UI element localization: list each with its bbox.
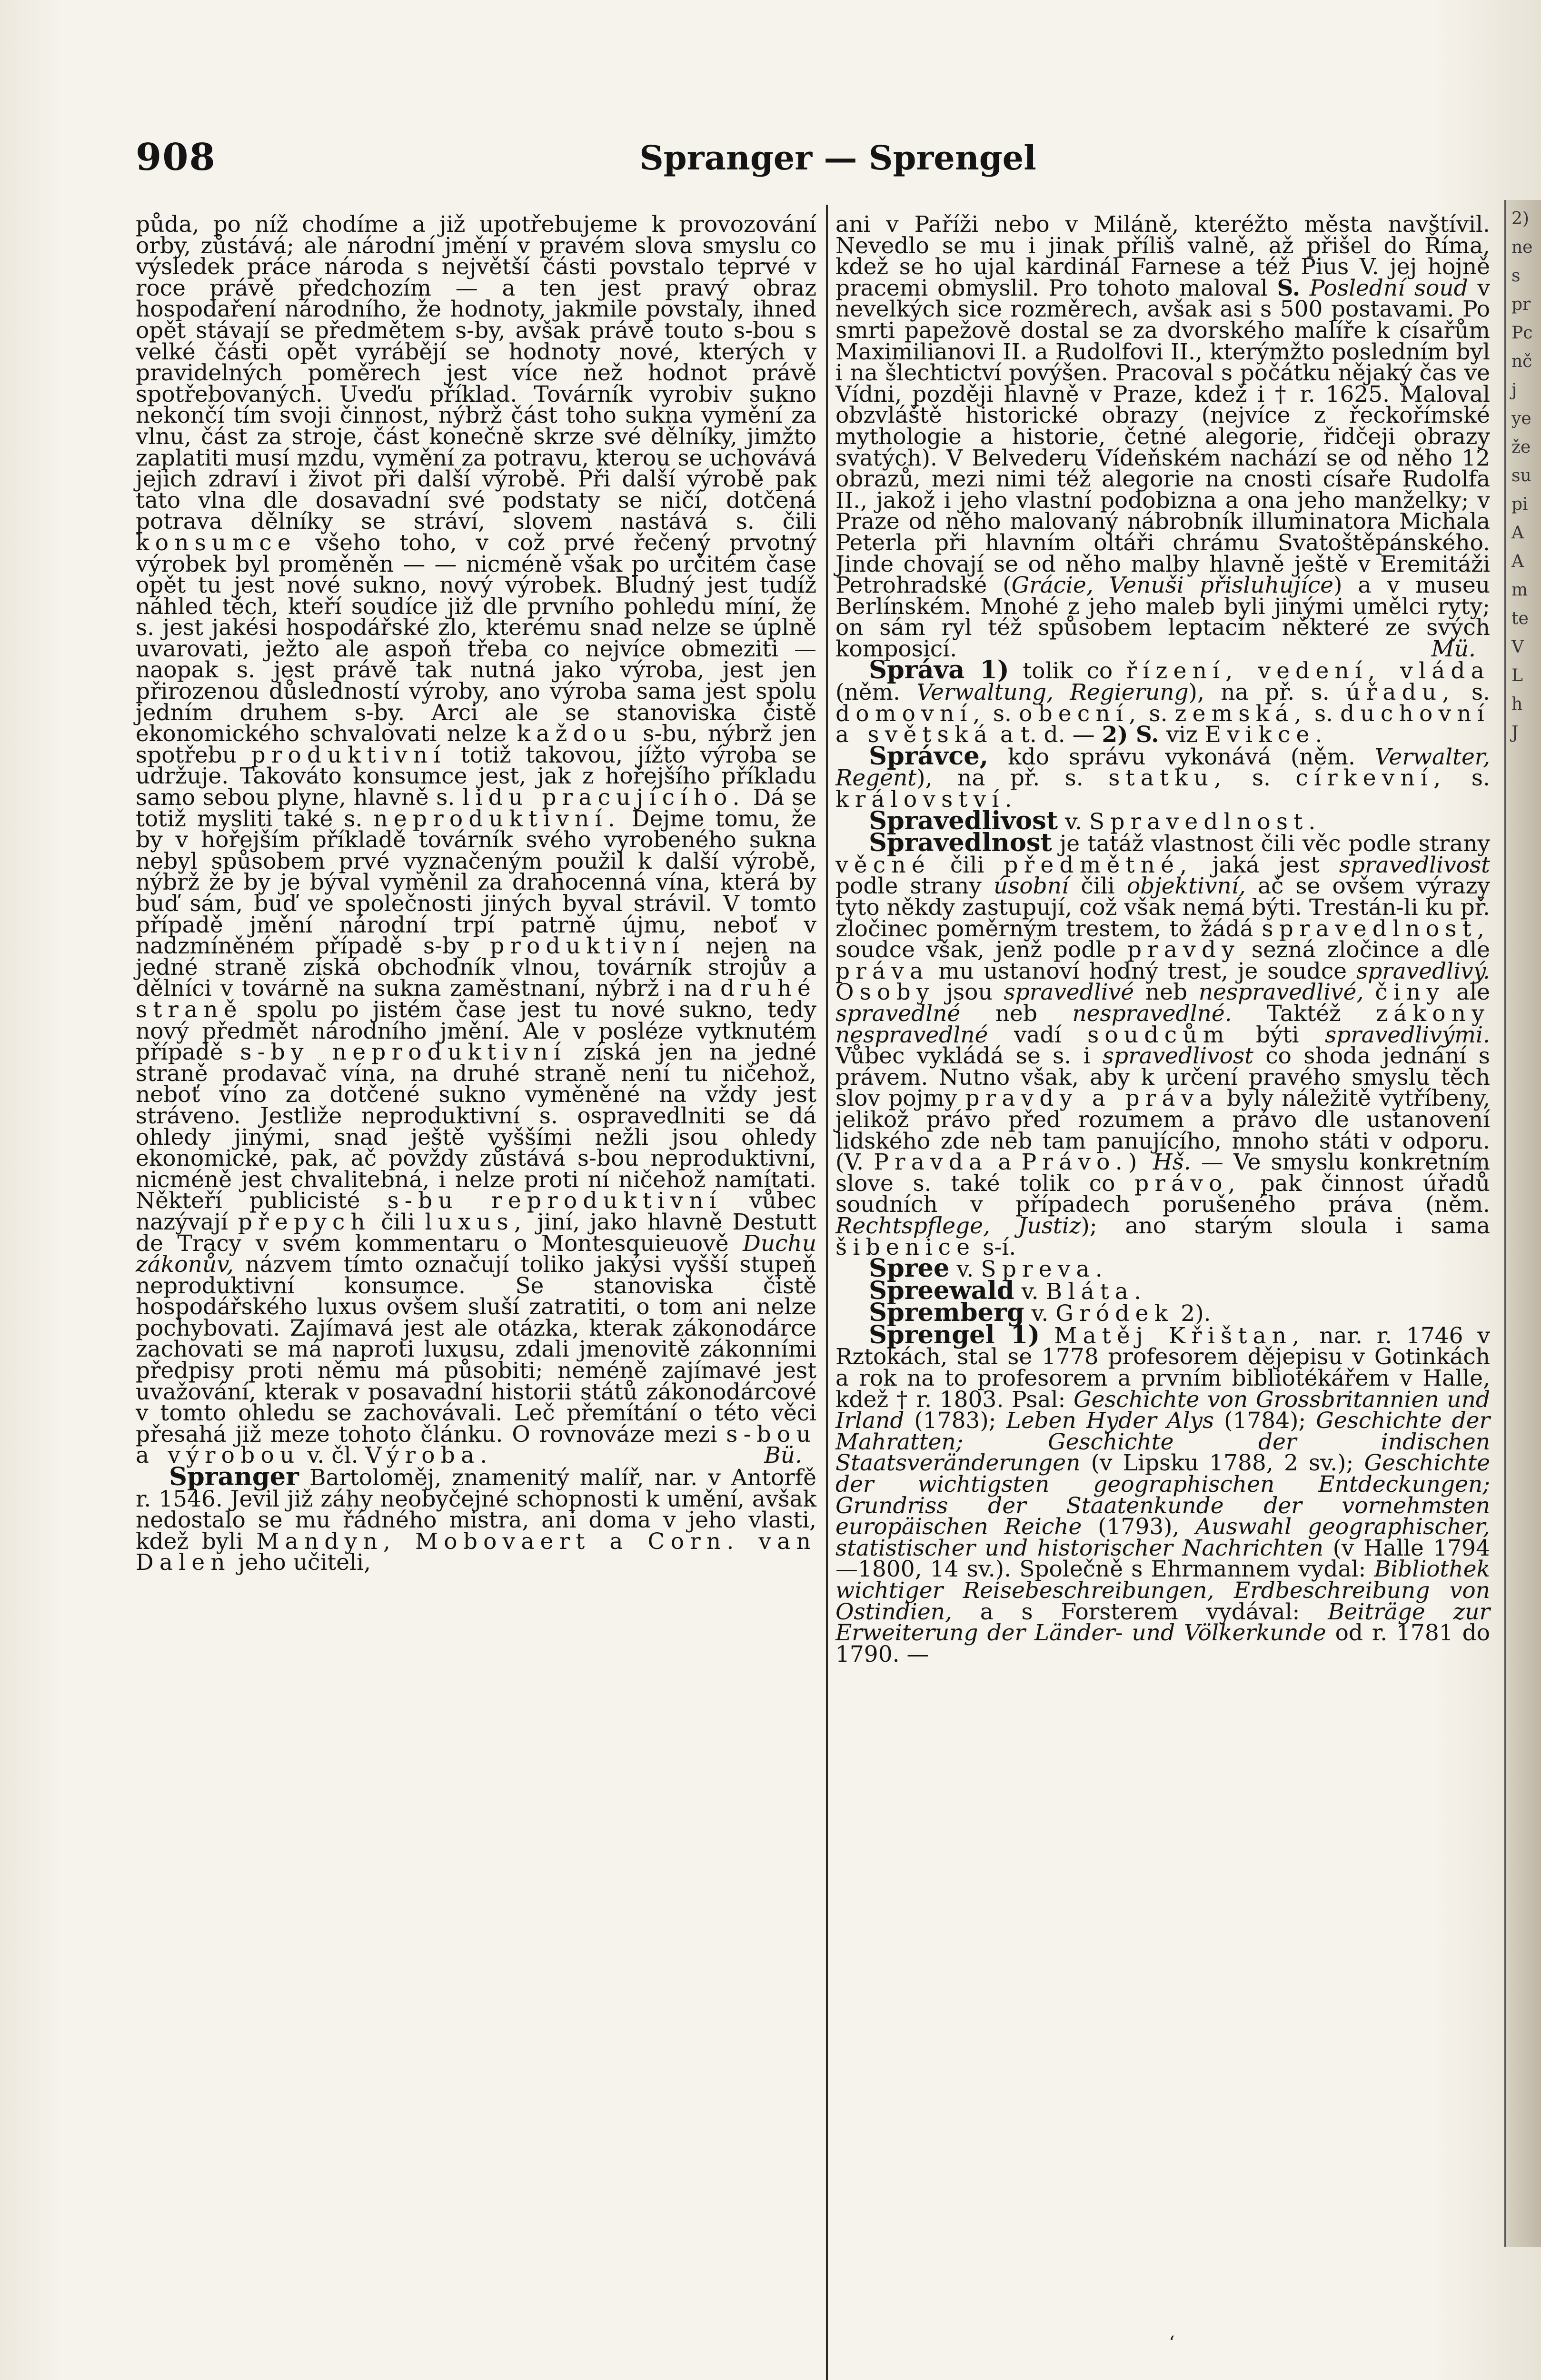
- headword: Spree: [869, 1254, 950, 1283]
- headword: Spravedlnost: [869, 828, 1052, 858]
- entry-sprava: Správa 1) tolik co řízení, vedení, vláda (něm. Verwaltung, Regierung), na př. s. úřadu, s. domovní, s. obecní, s. zemská, s. duchovní a světská a t. d. — 2) S. viz Evikce.: [835, 655, 1490, 748]
- entry-spranger-continuation: ani v Paříži nebo v Miláně, kteréžto města navštívil. Nevedlo se mu i jinak příliš valně, až přišel do Říma, kdež se ho ujal kardinál Farnese a též Pius V. jej hojně pracemi obmyslil. Pro tohoto maloval S. Poslední soud v nevelkých sice rozměrech, avšak asi s 500 postavami. Po smrti papežově dostal se za dvorského malíře k císařům Maximilianovi II. a Rudolfovi II., kterýmžto posledním byl i na šlechtictví povýšen. Pracoval s počátku nějaký čas ve Vídni, později hlavně v Praze, kdež i † r. 1625. Maloval obzvláště historické obrazy (nejvíce z řeckořímské mythologie a historie, četné alegorie, řidčeji obrazy svatých). V Belvederu Vídeňském nachází se od něho 12 obrazů, mezi nimi též alegorie na cnosti císaře Rudolfa II., jakož i jeho vlastní podobizna a ona jeho manželky; v Praze od něho malovaný nábrobník illuminatora Michala Peterla při hlavním oltáři chrámu Svatoštěpánského. Jinde chovají se od něho malby hlavně ještě v Eremitáži Petrohradské (Grácie, Venuši přisluhujíce) a v museu Berlínském. Mnohé z jeho maleb byli jinými umělci ryty; on sám ryl též spůsobem leptacím některé ze svých komposicí. Mü.: [835, 211, 1490, 662]
- entry-spravce: Správce, kdo správu vykonává (něm. Verwalter, Regent), na př. s. statku, s. církevní, s. království.: [835, 741, 1490, 813]
- headword: Spravedlivost: [869, 806, 1058, 835]
- headword: Správce,: [869, 741, 989, 771]
- left-column: [136, 211, 817, 1576]
- entry-spremberg: Spremberg v. Gródek 2).: [869, 1298, 1211, 1328]
- entry-spravedlivost: Spravedlivost v. Spravedlnost.: [869, 806, 1322, 835]
- entry-sporeni-continuation: půda, po níž chodíme a již upotřebujeme k provozování orby, zůstává; ale národní jmění v pravém slova smyslu co výsledek práce národa s největší části povstalo teprvé v roce právě předchozím — a ten jest pravý obraz hospodaření národního, že hodnoty, jakmile povstaly, ihned opět stávají se předmětem s-by, avšak právě touto s-bou s velké části opět vyrábějí se hodnoty nové, kterých v pravidelných poměrech jest více než hodnot právě spotřebovaných. Uveďu příklad. Továrník vyrobiv sukno nekončí tím svoji činnost, nýbrž část toho sukna vymění za vlnu, část za stroje, část konečně skrze své dělníky, jimžto zaplatiti musí mzdu, vymění za potravu, kterou se uchovává jejich zdraví i život při další výrobě. Při další výrobě pak tato vlna dle dosavadní své podstaty se ničí, dotčená potrava dělníky se stráví, slovem nastává s. čili konsumce všeho toho, v což prvé řečený prvotný výrobek byl proměněn — — nicméně však po určitém čase opět tu jest nové sukno, nový výrobek. Bludný jest tudíž náhled těch, kteří soudíce již dle prvního pohledu míní, že s. jest jakési hospodářské zlo, kterému snad nelze se úplně uvarovati, ježto ale aspoň třeba co nejvíce obmeziti — naopak s. jest právě tak nutná jako výroba, jest jen přirozenou důsledností výroby, ano výroba sama jest spolu jedním druhem s-by. Arci ale se stanoviska čistě ekonomického schvalovati nelze každou s-bu, nýbrž jen spotřebu produktivní totiž takovou, jížto výroba se udržuje. Takováto konsumce jest, jak z hořejšího příkladu samo sebou plyne, hlavně s. lidu pracujícího. Dá se totiž mysliti také s. neproduktivní. Dejme tomu, že by v hořejším příkladě továrník svého vyrobeného sukna nebyl spůsobem prvé vyznačeným použil k další výrobě, nýbrž že by je býval vyměnil za drahocenná vína, která by buď sám, buď ve společnosti jiných byval strávil. V tomto případě jmění národní trpí patrně újmu, neboť v nadzmíněném případě s-by produktivní nejen na jedné straně získá obchodník vlnou, továrník strojův a dělníci v továrně na sukna zaměstnaní, nýbrž i na druhé straně spolu po jistém čase jest tu nové sukno, tedy nový předmět národního jmění. Ale v posléze vytknutém případě s-by neproduktivní získá jen na jedné straně prodavač vína, na druhé straně není tu ničehož, neboť víno za dotčené sukno vyměněné na vždy jest stráveno. Jestliže neproduktivní s. ospravedlniti se dá ohledy jinými, snad ještě vyššími nežli jsou ohledy ekonomické, pak, ač povždy zůstává s-bou neproduktivní, nicméně jest chvalitebná, i nelze proti ní ničehož namítati. Někteří publicisté s-bu reproduktivní vůbec nazývají přepych čili luxus, jiní, jako hlavně Destutt de Tracy v svém kommentaru o Montesquieuově Duchu zákonův, názvem tímto označují toliko jakýsi vyšší stupeň neproduktivní konsumce. Se stanoviska čistě hospodářského luxus ovšem sluší zatratiti, o tom ani nelze pochybovati. Zajímavá jest ale otázka, kterak zákonodárce zachovati se má naproti luxusu, zdali jmenovitě zákonními předpisy proti němu má působiti; neméně zajímavé jest uvažování, kterak v posavadní historii států zákonodárcové v tomto ohledu se zachovávali. Leč přemítání o této věci přesahá již meze tohoto článku. O rovnováze mezi s-bou a výrobou v. čl. Výroba. Bü.: [136, 211, 817, 1469]
- entry-spree: Spree v. Spreva.: [869, 1254, 1108, 1283]
- column-divider: [826, 205, 828, 2380]
- author-initials: Mü.: [1431, 635, 1476, 662]
- entry-spreewald: Spreewald v. Bláta.: [869, 1276, 1147, 1305]
- headword: Spreewald: [869, 1276, 1014, 1305]
- headword: Spranger: [169, 1462, 299, 1492]
- right-column: [835, 211, 1491, 1667]
- entry-spravedlnost: Spravedlnost je tatáž vlastnost čili věc podle strany věcné čili předmětné, jaká jest spravedlivost podle strany úsobní čili objektivní, ač se ovšem výrazy tyto někdy zastupují, což však nemá býti. Trestán-li ku př. zločinec poměrným trestem, to žádá spravedlnost, soudce však, jenž podle pravdy sezná zločince a dle práva mu ustanoví hodný trest, je soudce spravedlivý. Osoby jsou spravedlivé neb nespravedlivé, činy ale spravedlné neb nespravedlné. Taktéž zákony nespravedlné vadí soudcům býti spravedlivými. Vůbec vykládá se s. i spravedlivost co shoda jednání s právem. Nutno však, aby k určení pravého smyslu těch slov pojmy pravdy a práva byly náležitě vytříbeny, jelikož právo před rozumem a právo dle ustanovení lidského zde neb tam panujícího, mnoho státi v odporu. (V. Pravda a Právo.) Hš. — Ve smyslu konkretním slove s. také tolik co právo, pak činnost úřadů soudních v případech porušeného práva (něm. Rechtspflege, Justiz); ano starým sloula i sama šibenice s-í.: [835, 828, 1491, 1260]
- running-head: Spranger — Sprengel: [639, 138, 1036, 178]
- entry-sprengel: Sprengel 1) Matěj Křištan, nar. r. 1746 v Rztokách, stal se 1778 profesorem dějepisu v Gotinkách a rok na to profesorem a prvním bibliotékářem v Halle, kdež † r. 1803. Psal: Geschichte von Grossbritannien und Irland (1783); Leben Hyder Alys (1784); Geschichte der Mahratten; Geschichte der indischen Staatsveränderungen (v Lipsku 1788, 2 sv.); Geschichte der wichtigsten geographischen Entdeckungen; Grundriss der Staatenkunde der vornehmsten europäischen Reiche (1793), Auswahl geographischer, statistischer und historischer Nachrichten (v Halle 1794—1800, 14 sv.). Společně s Ehrmannem vydal: Bibliothek wichtiger Reisebeschreibungen, Erdbeschreibung von Ostindien, a s Forsterem vydával: Beiträge zur Erweiterung der Länder- und Völkerkunde od r. 1781 do 1790. —: [835, 1320, 1490, 1667]
- author-initials: Bü.: [764, 1442, 802, 1469]
- page-number: 908: [136, 136, 216, 179]
- headword: Spremberg: [869, 1298, 1024, 1328]
- print-mark: ‘: [1169, 2332, 1175, 2354]
- entry-spranger: Spranger Bartoloměj, znamenitý malíř, nar. v Antorfě r. 1546. Jevil již záhy neobyčejné schopnosti k umění, avšak nedostalo se mu řádného mistra, ani doma v jeho vlasti, kdež byli Mandyn, Mobovaert a Corn. van Dalen jeho učiteli,: [136, 1462, 816, 1576]
- headword: Správa 1): [869, 655, 1009, 685]
- headword: Sprengel 1): [869, 1320, 1040, 1349]
- adjacent-page-glyphs: 2) ne s pr Pc nč j ye že su pi A A m te V L h J: [1511, 209, 1533, 743]
